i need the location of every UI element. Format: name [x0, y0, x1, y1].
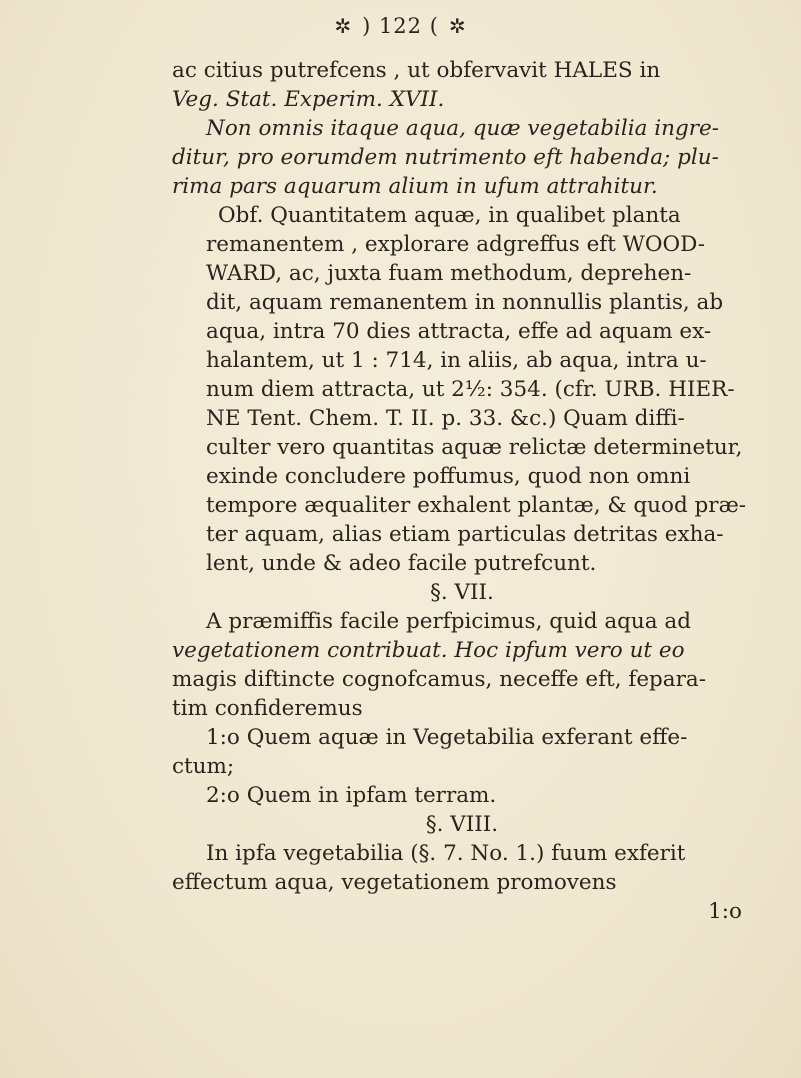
- page-number: ) 122 (: [362, 14, 439, 38]
- text-line: tempore æqualiter exhalent plantæ, & quod præ-: [206, 493, 747, 518]
- text-line: magis diftincte cognofcamus, neceffe eft, fepara-: [172, 667, 706, 692]
- text-line: effectum aqua, vegetationem promovens: [172, 870, 617, 895]
- text-line: 2:o Quem in ipfam terram.: [206, 783, 497, 808]
- text-line: WARD, ac, juxta fuam methodum, deprehen-: [206, 261, 692, 286]
- section-heading: §. VII.: [430, 580, 494, 605]
- text-line: NE Tent. Chem. T. II. p. 33. &c.) Quam diffi-: [206, 406, 685, 431]
- catchword: 1:o: [708, 899, 742, 924]
- text-line: tim confideremus: [172, 696, 363, 721]
- text-line: dit, aquam remanentem in nonnullis plantis, ab: [206, 290, 724, 315]
- star-ornament-icon: ✲: [334, 14, 353, 38]
- body-text: [172, 56, 752, 926]
- text-line: Veg. Stat. Experim. XVII.: [172, 87, 445, 112]
- text-line: num diem attracta, ut 2½: 354. (cfr. URB. HIER-: [206, 377, 735, 402]
- text-line: exinde concludere poffumus, quod non omni: [206, 464, 691, 489]
- text-line: halantem, ut 1 : 714, in aliis, ab aqua, intra u-: [206, 348, 707, 373]
- text-line: Non omnis itaque aqua, quæ vegetabilia ingre-: [206, 116, 720, 141]
- text-line: Obf. Quantitatem aquæ, in qualibet planta: [218, 203, 681, 228]
- text-line: vegetationem contribuat. Hoc ipfum vero ut eo: [172, 638, 685, 663]
- text-line: In ipfa vegetabilia (§. 7. No. 1.) fuum exferit: [206, 841, 686, 866]
- text-line: ditur, pro eorumdem nutrimento eft habenda; plu-: [172, 145, 719, 170]
- text-line: A præmiffis facile perfpicimus, quid aqua ad: [206, 609, 691, 634]
- text-line: ctum;: [172, 754, 235, 779]
- text-line: aqua, intra 70 dies attracta, effe ad aquam ex-: [206, 319, 712, 344]
- text-line: ter aquam, alias etiam particulas detritas exha-: [206, 522, 724, 547]
- section-heading: §. VIII.: [425, 812, 499, 837]
- text-line: ac citius putrefcens , ut obfervavit HALES in: [172, 58, 661, 83]
- star-ornament-icon: ✲: [448, 14, 467, 38]
- text-line: lent, unde & adeo facile putrefcunt.: [206, 551, 597, 576]
- page-header: [0, 14, 801, 38]
- text-line: culter vero quantitas aquæ relictæ determinetur,: [206, 435, 743, 460]
- text-line: rima pars aquarum alium in ufum attrahitur.: [172, 174, 658, 199]
- text-line: remanentem , explorare adgreffus eft WOOD-: [206, 232, 705, 257]
- text-line: 1:o Quem aquæ in Vegetabilia exferant effe-: [206, 725, 688, 750]
